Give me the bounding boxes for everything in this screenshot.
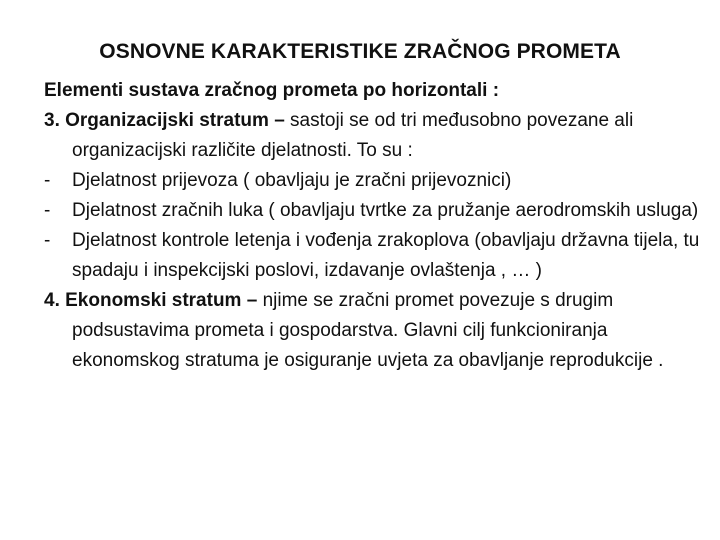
bullet-kontrola-letenja (44, 226, 704, 286)
item-organizacijski-stratum (44, 106, 704, 166)
item-4-label: 4. Ekonomski stratum – (44, 290, 258, 311)
item-3-label: 3. Organizacijski stratum – (44, 110, 285, 131)
bullet-dash: - (44, 200, 51, 221)
bullet-text: Djelatnost prijevoza ( obavljaju je zračni prijevoznici) (72, 170, 512, 191)
bullet-dash: - (44, 170, 51, 191)
slide-title: OSNOVNE KARAKTERISTIKE ZRAČNOG PROMETA (99, 40, 621, 63)
bullet-prijevoz (44, 166, 704, 196)
item-3-text: sastoji se od tri međusobno povezane ali organizacijski različite djelatnosti. To su : (72, 110, 634, 161)
item-ekonomski-stratum (44, 286, 704, 376)
bullet-text: Djelatnost kontrole letenja i vođenja zrakoplova (obavljaju državna tijela, tu spadaju i inspekcijski poslovi, izdavanje ovlaštenja , … ) (72, 230, 700, 281)
bullet-dash: - (44, 230, 51, 251)
intro-heading: Elementi sustava zračnog prometa po horizontali : (44, 80, 500, 101)
bullet-zracne-luke (44, 196, 704, 226)
bullet-text: Djelatnost zračnih luka ( obavljaju tvrtke za pružanje aerodromskih usluga) (72, 200, 699, 221)
item-4-text: njime se zračni promet povezuje s drugim podsustavima prometa i gospodarstva. Glavni cilj funkcioniranja ekonomskog stratuma je osiguranje uvjeta za obavljanje reprodukcije . (72, 290, 664, 371)
slide-content (44, 76, 704, 376)
